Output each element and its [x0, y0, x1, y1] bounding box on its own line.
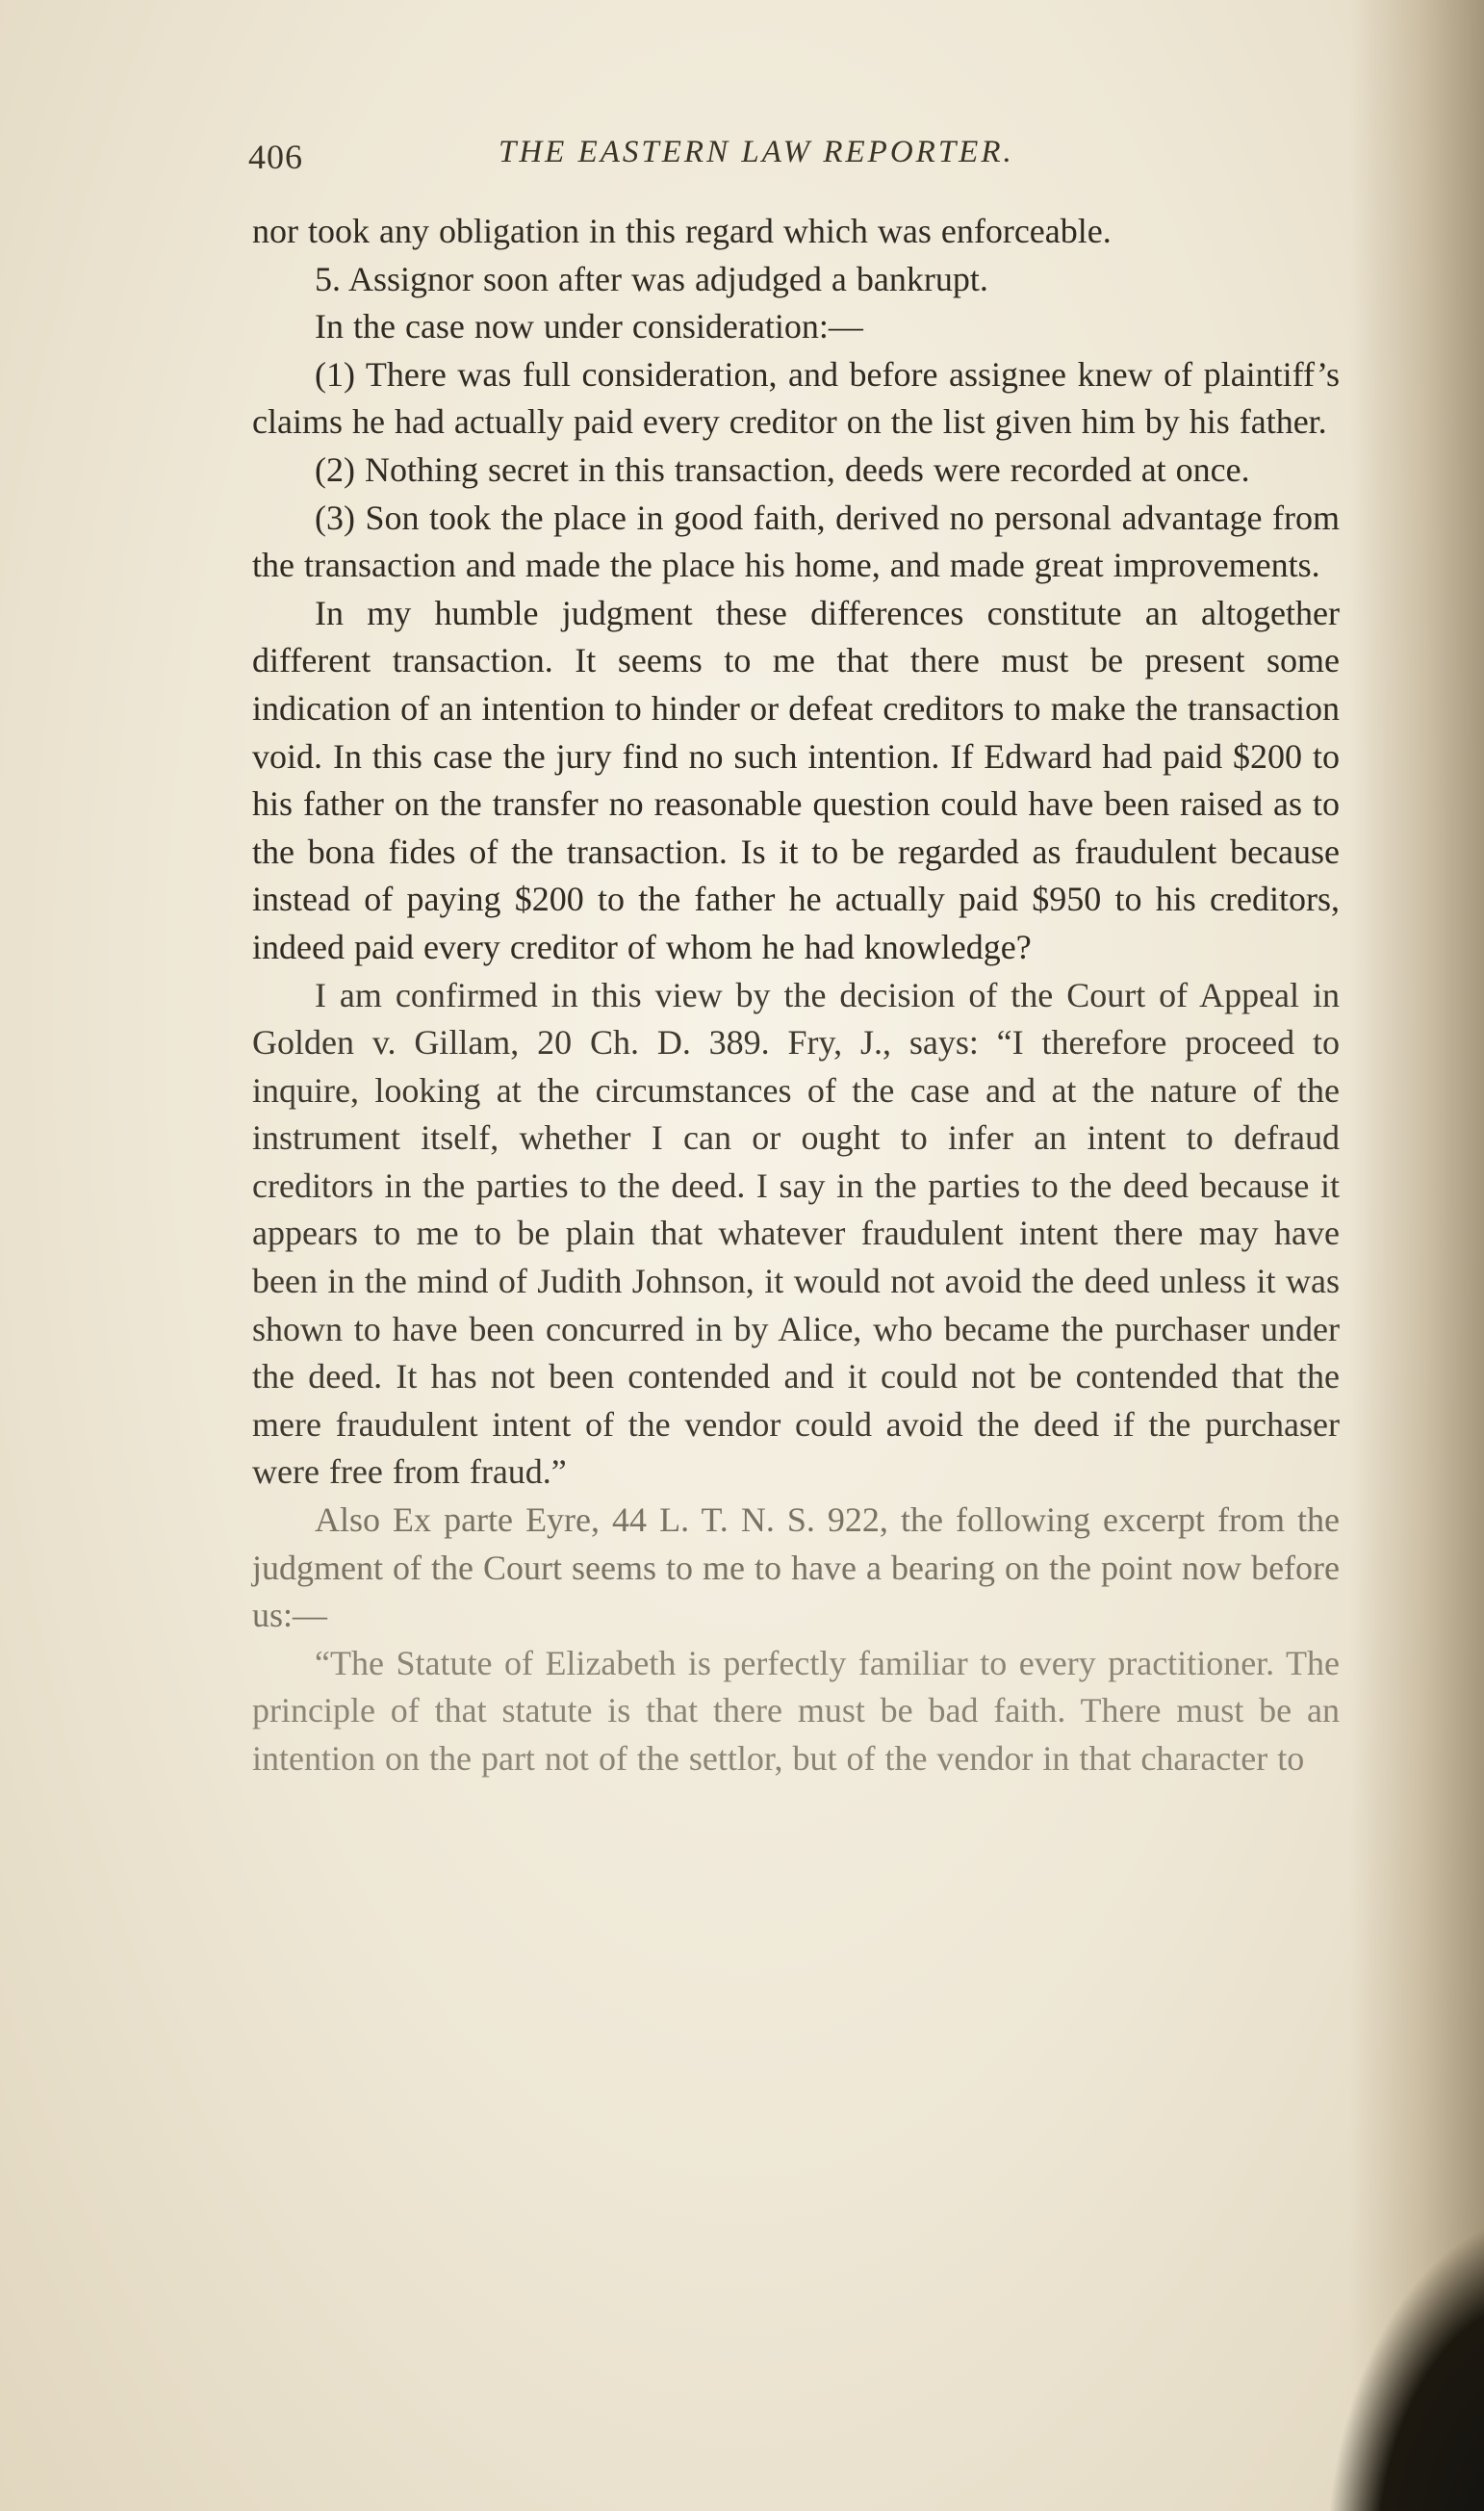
running-head: THE EASTERN LAW REPORTER.: [499, 135, 1014, 169]
paragraph-ex-parte-eyre: Also Ex parte Eyre, 44 L. T. N. S. 922, the following excerpt from the judgment of the Court seems to me to have a bearing on the point now before us:—: [252, 1500, 1340, 1635]
paragraph-case-intro: In the case now under consideration:—: [315, 307, 863, 346]
page-header: [248, 131, 1345, 185]
page-number: 406: [248, 138, 303, 176]
paragraph-golden-v-gillam: I am confirmed in this view by the decision of the Court of Appeal in Golden v. Gillam, 20 Ch. D. 389. Fry, J., says: “I therefore proceed to inquire, looking at the circumstances of the case and at the nature of the instrument itself, whether I can or ought to infer an intent to defraud creditors in the parties to the deed. I say in the parties to the deed because it appears to me to be plain that whatever fraudulent intent there may have been in the mind of Judith Johnson, it would not avoid the deed unless it was shown to have been concurred in by Alice, who became the purchaser under the deed. It has not been contended and it could not be contended that the mere fraudulent intent of the vendor could avoid the deed if the purchaser were free from fraud.”: [252, 975, 1340, 1492]
paragraph-point-1: (1) There was full consideration, and before assignee knew of plaintiff’s claims he had actually paid every creditor on the list given him by his father.: [252, 354, 1340, 442]
paragraph-point-3: (3) Son took the place in good faith, derived no personal advantage from the transaction and made the place his home, and made great improvements.: [252, 498, 1340, 585]
paragraph-continuation: nor took any obligation in this regard which was enforceable.: [252, 212, 1112, 250]
paragraph-statute-quote: “The Statute of Elizabeth is perfectly familiar to every practitioner. The principle of that statute is that there must be bad faith. There must be an intention on the part not of the settlor, but of the vendor in that character to: [252, 1643, 1340, 1778]
paragraph-point-5: 5. Assignor soon after was adjudged a bankrupt.: [315, 259, 988, 298]
paragraph-point-2: (2) Nothing secret in this transaction, deeds were recorded at once.: [315, 449, 1250, 489]
page-edge-shadow: [1349, 0, 1484, 2511]
body-text: [252, 208, 1340, 1783]
paragraph-judgment: In my humble judgment these differences constitute an altogether different transaction. It seems to me that there must be present some indication of an intention to hinder or defeat creditors to make the transaction void. In this case the jury find no such intention. If Edward had paid $200 to his father on the transfer no reasonable question could have been raised as to the bona fides of the transaction. Is it to be regarded as fraudulent because instead of paying $200 to the father he actually paid $950 to his creditors, indeed paid every creditor of whom he had knowledge?: [252, 593, 1340, 966]
